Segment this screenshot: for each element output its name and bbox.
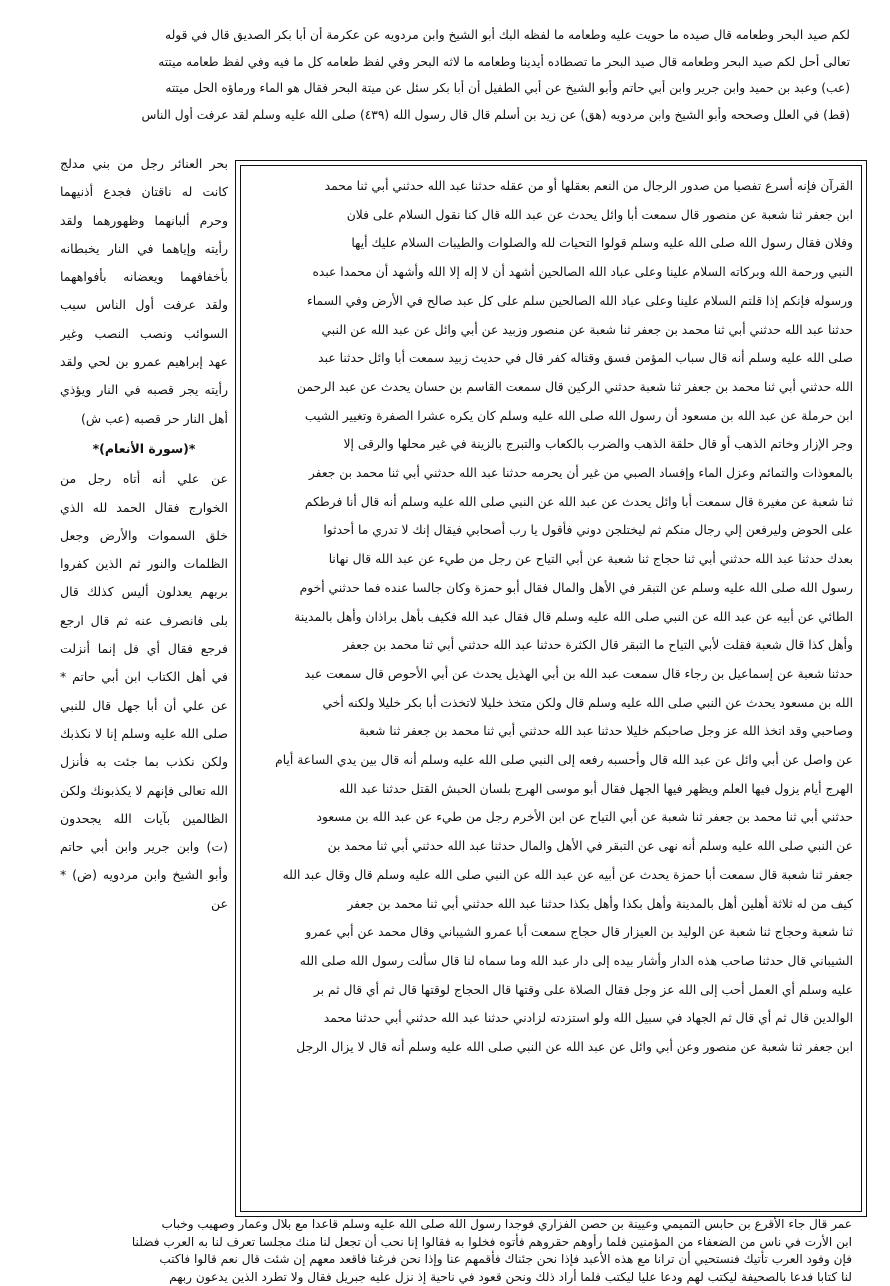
header-line: (قط) في العلل وصححه وأبو الشيخ وابن مردويه (هق) عن زيد بن أسلم قال قال رسول الله (٤٣٩) صلى الله عليه وسلم لقد عرفت أول الناس xyxy=(60,102,850,129)
footer-text-block xyxy=(40,1216,852,1286)
main-text-line: حدثنا عبد الله حدثني أبي ثنا محمد بن جعفر ثنا شعبة عن منصور وزبيد عن أبي وائل عن عبد الله عن النبي xyxy=(249,316,853,345)
main-text-line: الله بن مسعود يحدث عن النبي صلى الله عليه وسلم قال ولكن متخذ خليلا لاتخذت أبا بكر خليلا ولكنه أخي xyxy=(249,689,853,718)
main-text-line: بالمعوذات والتمائم وعزل الماء وإفساد الصبي من غير أن يحرمه حدثنا عبد الله حدثني أبي ثنا محمد بن جعفر xyxy=(249,459,853,488)
main-text-line: ابن جعفر ثنا شعبة عن منصور وعن أبي وائل عن عبد الله عن النبي صلى الله عليه وسلم أنه قال لا يزال الرجل xyxy=(249,1033,853,1062)
main-text-frame xyxy=(240,165,862,1212)
header-line: تعالى أحل لكم صيد البحر وطعامه قال صيد البحر ما تصطاده أيدينا وطعامه ما لاثه البحر وفي لفظ طعامه كل ما فيه وفي لفظ طعامه ميتته xyxy=(60,49,850,76)
main-text-line: كيف من له ثلاثة أهلين أهل بالمدينة وأهل بكذا وأهل بكذا حدثنا عبد الله حدثني أبي ثنا محمد بن جعفر xyxy=(249,890,853,919)
main-text-line: الشيباني قال حدثنا صاحب هذه الدار وأشار بيده إلى دار عبد الله وما سماه لنا قال سألت رسول الله صلى الله xyxy=(249,947,853,976)
main-text-line: الهرج أيام يزول فيها العلم ويظهر فيها الجهل فقال أبو موسى الهرج بلسان الحبش القتل حدثنا عبد الله xyxy=(249,775,853,804)
main-text-line: ابن جعفر ثنا شعبة عن منصور قال سمعت أبا وائل يحدث عن عبد الله قال كنا نقول السلام على فلان xyxy=(249,201,853,230)
main-text-line: القرآن فإنه أسرع تفصيا من صدور الرجال من النعم بعقلها أو من عقله حدثنا عبد الله حدثني أبي ثنا محمد xyxy=(249,172,853,201)
main-text-line: وأهل كذا قال شعبة فقلت لأبي التياح ما التبقر قال الكثرة حدثنا عبد الله حدثني أبي ثنا محمد بن جعفر xyxy=(249,631,853,660)
main-text-line: صلى الله عليه وسلم أنه قال سباب المؤمن فسق وقتاله كفر قال في حديث زبيد سمعت أبا وائل حدثنا عبد xyxy=(249,344,853,373)
main-text-line: رسول الله صلى الله عليه وسلم عن التبقر في الأهل والمال فقال أبو حمزة وكان جالسا عنده فما حدثني أخوم xyxy=(249,574,853,603)
main-text-line: بعدك حدثنا عبد الله حدثني أبي ثنا حجاج ثنا شعبة عن أبي التياح عن رجل من طيء عن عبد الله قال نهانا xyxy=(249,545,853,574)
main-text-line: ثنا شعبة عن مغيرة قال سمعت أبا وائل يحدث عن عبد الله عن النبي صلى الله عليه وسلم أنه قال أنا فرطكم xyxy=(249,488,853,517)
side-paragraph: بحر العنائر رجل من بني مدلج كانت له ناقتان فجدع أذنيهما وحرم ألبانهما وظهورهما ولقد رأيته وإياهما في النار يخبطانه بأخفافهما ويعضانه بأفواههما ولقد عرفت أول الناس سيب السوائب ونصب النصب وغير عهد إبراهيم عمرو بن لحي ولقد رأيته يجر قصبه في النار ويؤذي أهل النار حر قصبه (عب ش) xyxy=(60,150,228,433)
main-text-line: النبي ورحمة الله وبركاته السلام علينا وعلى عباد الله الصالحين أشهد أن لا إله إلا الله وأشهد أن محمدا عبده xyxy=(249,258,853,287)
footer-line: عمر قال جاء الأقرع بن حابس التميمي وعيينة بن حصن الفزاري فوجدا رسول الله صلى الله عليه وسلم قاعدا مع بلال وعمار وصهيب وخباب xyxy=(40,1216,852,1234)
header-line: لكم صيد البحر وطعامه قال صيده ما حويت عليه وطعامه ما لفظه البك أبو الشيخ وابن مردويه عن عكرمة أن أبا بكر الصديق قال في قوله xyxy=(60,22,850,49)
main-text-line: حدثني أبي ثنا محمد بن جعفر ثنا شعبة عن أبي التياح عن ابن الأخرم رجل من طيء عن عبد الله بن مسعود xyxy=(249,803,853,832)
main-text-line: ثنا شعبة وحجاج ثنا شعبة عن الوليد بن العيزار قال حجاج سمعت أبا عمرو الشيباني وقال محمد عن أبي عمرو xyxy=(249,918,853,947)
footer-line: ابن الأرت في ناس من الضعفاء من المؤمنين فلما رأوهم حقروهم فأتوه فخلوا به فقالوا إنا نحب أن تجعل لنا منك مجلسا تعرف لنا به العرب فضلنا xyxy=(40,1234,852,1252)
main-text-column xyxy=(249,172,853,1062)
header-line: (عب) وعبد بن حميد وابن جرير وابن أبي حاتم وأبو الشيخ عن أبي الطفيل أن أبا بكر سئل عن ميتة البحر فقال هو الماء ورماؤه الحل ميتته xyxy=(60,75,850,102)
side-commentary-column xyxy=(60,150,228,920)
main-text-line: وجر الإزار وخاتم الذهب أو قال حلقة الذهب والضرب بالكعاب والتبرج بالزينة في غير محلها والرقى إلا xyxy=(249,430,853,459)
main-text-line: ورسوله فإنكم إذا قلتم السلام علينا وعلى عباد الله الصالحين سلم على كل عبد صالح في الأرض وفي السماء xyxy=(249,287,853,316)
main-text-line: عليه وسلم أي العمل أحب إلى الله عز وجل فقال الصلاة على وقتها قال الحجاج لوقتها قال ثم أي قال ثم بر xyxy=(249,976,853,1005)
footer-line: فإن وفود العرب تأتيك فنستحيي أن ترانا مع هذه الأعبد فإذا نحن جئناك فأقمهم عنا وإذا نحن فرغنا فاقعد معهم إن شئت قال نعم قالوا فاكتب xyxy=(40,1251,852,1269)
side-paragraph: عن علي أنه أتاه رجل من الخوارج فقال الحمد لله الذي خلق السموات والأرض وجعل الظلمات والنور ثم الذين كفروا بربهم يعدلون أليس كذلك قال بلى فانصرف عنه ثم قال ارجع فرجع فقال أي فل إنما أنزلت في أهل الكتاب ابن أبي حاتم * عن علي أن أبا جهل قال للنبي صلى الله عليه وسلم إنا لا نكذبك ولكن نكذب بما جئت به فأنزل الله تعالى فإنهم لا يكذبونك ولكن الظالمين بآيات الله يجحدون (ت) وابن جرير وابن أبي حاتم وأبو الشيخ وابن مردويه (ض) * عن xyxy=(60,465,228,918)
main-text-line: الطائي عن أبيه عن عبد الله عن النبي صلى الله عليه وسلم قال فقال عبد الله فكيف بأهل براذان وأهل بالمدينة xyxy=(249,603,853,632)
main-text-line: الله حدثني أبي ثنا محمد بن جعفر ثنا شعبة حدثني الركين قال سمعت القاسم بن حسان يحدث عن عبد الرحمن xyxy=(249,373,853,402)
main-text-line: الوالدين قال ثم أي قال ثم الجهاد في سبيل الله ولو استزدته لزادني حدثنا عبد الله حدثني أبي حدثنا محمد xyxy=(249,1004,853,1033)
header-text-block xyxy=(60,22,850,128)
main-text-line: جعفر ثنا شعبة قال سمعت أبا حمزة يحدث عن أبيه عن عبد الله عن النبي صلى الله عليه وسلم قال وقال عبد الله xyxy=(249,861,853,890)
surah-heading: *(سورة الأنعام)* xyxy=(60,435,228,463)
main-text-line: وصاحبي وقد اتخذ الله عز وجل صاحبكم خليلا حدثنا عبد الله حدثني أبي ثنا محمد بن جعفر ثنا شعبة xyxy=(249,717,853,746)
main-text-line: حدثنا شعبة عن إسماعيل بن رجاء قال سمعت عبد الله بن أبي الهذيل يحدث عن أبي الأحوص قال سمعت عبد xyxy=(249,660,853,689)
footer-line: لنا كتابا فدعا بالصحيفة ليكتب لهم ودعا عليا ليكتب فلما أراد ذلك ونحن قعود في ناحية إذ نزل عليه جبريل فقال ولا تطرد الذين يدعون ربهم xyxy=(40,1269,852,1286)
main-text-line: على الحوض وليرفعن إلي رجال منكم ثم ليختلجن دوني فأقول يا رب أصحابي فيقال إنك لا تدري ما أحدثوا xyxy=(249,516,853,545)
main-text-line: عن واصل عن أبي وائل عن عبد الله قال وأحسبه رفعه إلى النبي صلى الله عليه وسلم أنه قال بين يدي الساعة أيام xyxy=(249,746,853,775)
main-text-line: عن النبي صلى الله عليه وسلم أنه نهى عن التبقر في الأهل والمال حدثنا عبد الله حدثني أبي ثنا محمد بن xyxy=(249,832,853,861)
main-text-line: وفلان فقال رسول الله صلى الله عليه وسلم قولوا التحيات لله والصلوات والطيبات السلام عليك أيها xyxy=(249,229,853,258)
main-text-line: ابن حرملة عن عبد الله بن مسعود أن رسول الله صلى الله عليه وسلم كان يكره عشرا الصفرة وتغيير الشيب xyxy=(249,402,853,431)
